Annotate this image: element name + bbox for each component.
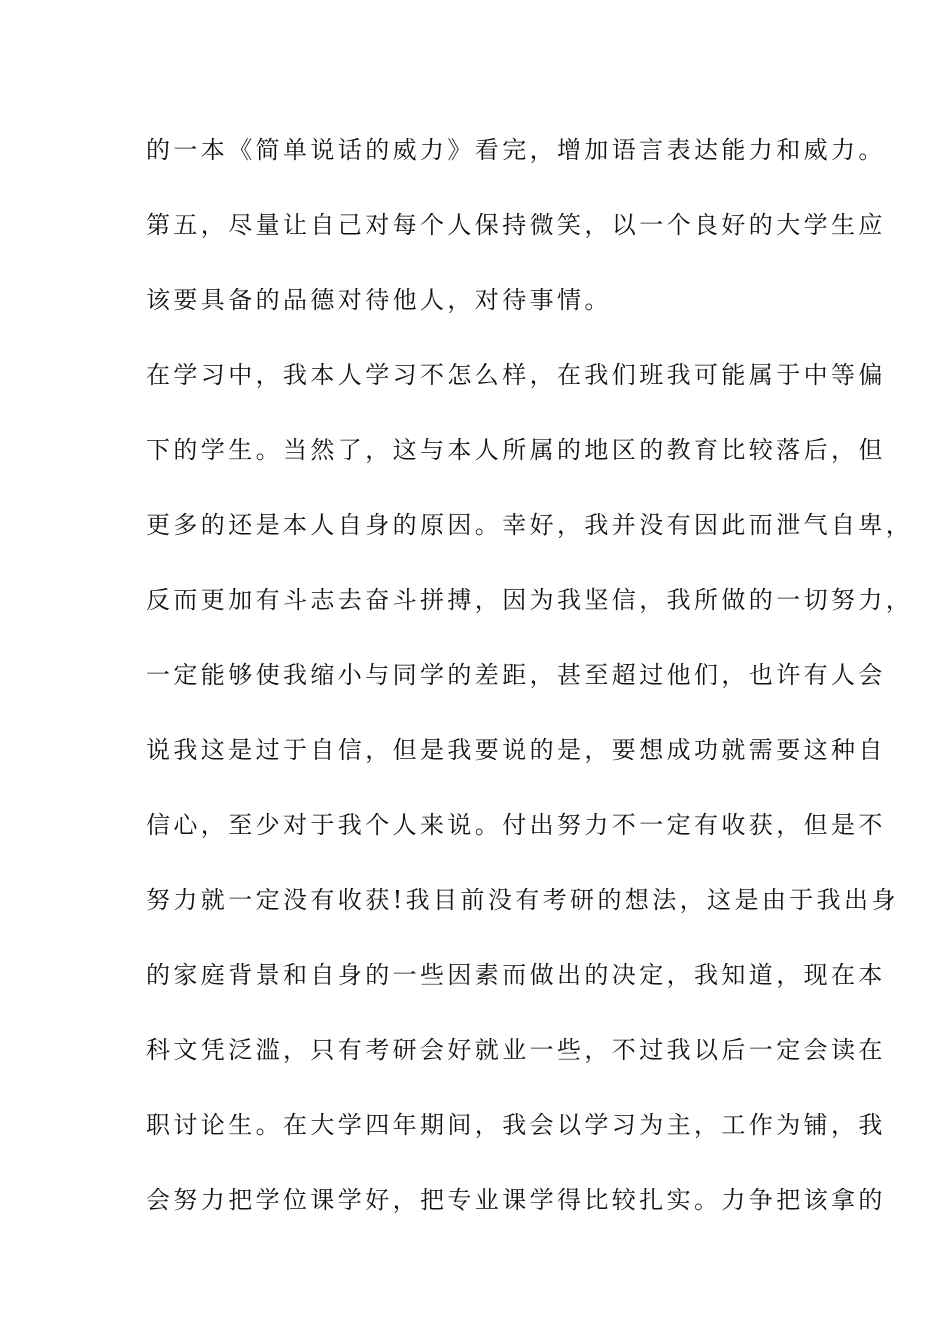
text-line: 说我这是过于自信，但是我要说的是，要想成功就需要这种自 xyxy=(146,736,886,764)
text-line: 一定能够使我缩小与同学的差距，甚至超过他们，也许有人会 xyxy=(146,661,886,689)
text-line: 下的学生。当然了，这与本人所属的地区的教育比较落后，但 xyxy=(146,436,886,464)
text-line: 更多的还是本人自身的原因。幸好，我并没有因此而泄气自卑， xyxy=(146,511,914,539)
text-line: 第五，尽量让自己对每个人保持微笑，以一个良好的大学生应 xyxy=(146,211,886,239)
text-line: 的家庭背景和自身的一些因素而做出的决定，我知道，现在本 xyxy=(146,961,886,989)
text-line: 在学习中，我本人学习不怎么样，在我们班我可能属于中等偏 xyxy=(146,361,886,389)
text-line: 努力就一定没有收获!我目前没有考研的想法，这是由于我出身 xyxy=(146,886,899,914)
text-line: 信心，至少对于我个人来说。付出努力不一定有收获，但是不 xyxy=(146,811,886,839)
text-line: 反而更加有斗志去奋斗拼搏，因为我坚信，我所做的一切努力， xyxy=(146,586,914,614)
text-line: 该要具备的品德对待他人，对待事情。 xyxy=(146,286,612,314)
text-line: 科文凭泛滥，只有考研会好就业一些，不过我以后一定会读在 xyxy=(146,1036,886,1064)
text-line: 会努力把学位课学好，把专业课学得比较扎实。力争把该拿的 xyxy=(146,1186,886,1214)
text-line: 职讨论生。在大学四年期间，我会以学习为主，工作为铺，我 xyxy=(146,1111,886,1139)
text-line: 的一本《简单说话的威力》看完，增加语言表达能力和威力。 xyxy=(146,136,886,164)
